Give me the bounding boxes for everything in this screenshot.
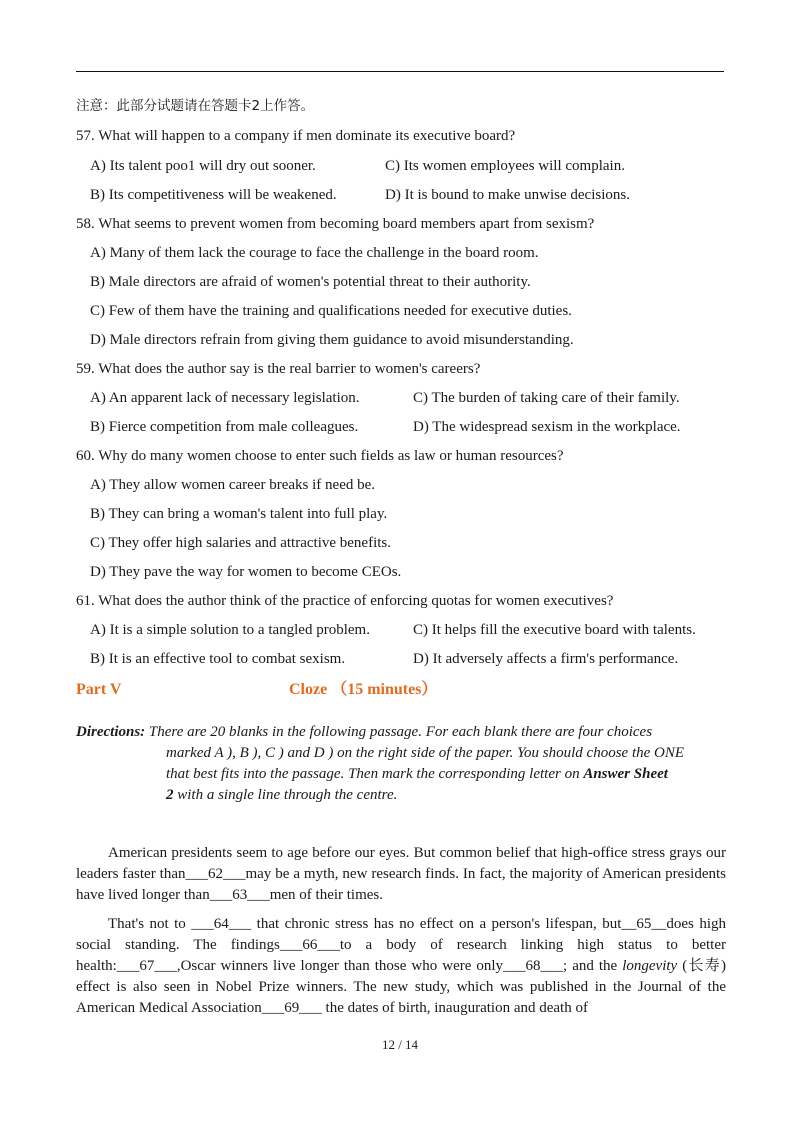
passage-p2-text-b: (长寿) effect is also seen in Nobel Prize winners. The new study, which was published in the Journal of the American Medical Association___69___ the dates of birth, inauguration and death of xyxy=(76,958,726,1016)
answer-sheet-label: Answer Sheet xyxy=(583,766,668,782)
header-rule xyxy=(76,71,724,72)
section-note: 注意：此部分试题请在答题卡2上作答。 xyxy=(76,98,315,114)
question-61-stem: 61. What does the author think of the practice of enforcing quotas for women executives? xyxy=(76,593,614,609)
directions-line-4 xyxy=(76,785,724,806)
question-60-option-a: A) They allow women career breaks if need be. xyxy=(90,477,376,493)
directions-label: Directions: xyxy=(76,724,146,740)
directions-line-1: There are 20 blanks in the following passage. For each blank there are four choices xyxy=(148,724,653,740)
passage-paragraph-1 xyxy=(76,843,726,906)
question-60-stem: 60. Why do many women choose to enter such fields as law or human resources? xyxy=(76,448,564,464)
question-60-option-c: C) They offer high salaries and attractive benefits. xyxy=(90,535,392,551)
question-58-option-a: A) Many of them lack the courage to face the challenge in the board room. xyxy=(90,245,539,261)
passage-p1-text: American presidents seem to age before our eyes. But common belief that high-office stress grays our leaders faster than___62___may be a myth, new research finds. In fact, the majority of American presidents have lived longer than___63___men of their times. xyxy=(76,845,726,903)
passage-p2-container xyxy=(76,914,726,1019)
passage-p2-text-a: That's not to ___64___ that chronic stress has no effect on a person's lifespan, but__65__does high social standing. The findings___66___to a body of research linking high status to better health:___67___,Oscar winners live longer than those who were only___68___; and the xyxy=(76,916,726,974)
question-59-stem: 59. What does the author say is the real barrier to women's careers? xyxy=(76,361,481,377)
question-58-option-b: B) Male directors are afraid of women's potential threat to their authority. xyxy=(90,274,531,290)
directions-line-3-text: that best fits into the passage. Then mark the corresponding letter on xyxy=(166,766,580,782)
question-59-option-c: C) The burden of taking care of their family. xyxy=(413,390,680,406)
directions-line-3 xyxy=(76,764,724,785)
part-title: Cloze （15 minutes） xyxy=(289,681,438,698)
directions-line-2: marked A ), B ), C ) and D ) on the right side of the paper. You should choose the ONE xyxy=(166,745,685,761)
question-61-option-c: C) It helps fill the executive board with talents. xyxy=(413,622,696,638)
question-57-option-b: B) Its competitiveness will be weakened. xyxy=(90,187,337,203)
question-57-option-a: A) Its talent poo1 will dry out sooner. xyxy=(90,158,316,174)
question-60-option-b: B) They can bring a woman's talent into full play. xyxy=(90,506,388,522)
question-58-option-c: C) Few of them have the training and qualifications needed for executive duties. xyxy=(90,303,572,319)
page-number: 12 / 14 xyxy=(381,1037,419,1052)
question-59-option-b: B) Fierce competition from male colleagues. xyxy=(90,419,359,435)
question-57-stem: 57. What will happen to a company if men dominate its executive board? xyxy=(76,128,516,144)
question-59-option-d: D) The widespread sexism in the workplace. xyxy=(413,419,681,435)
question-57-option-c: C) Its women employees will complain. xyxy=(385,158,625,174)
question-61-option-a: A) It is a simple solution to a tangled problem. xyxy=(90,622,370,638)
question-61-option-d: D) It adversely affects a firm's performance. xyxy=(413,651,679,667)
directions-block xyxy=(76,722,724,806)
question-57-option-d: D) It is bound to make unwise decisions. xyxy=(385,187,630,203)
passage-paragraph-2 xyxy=(76,914,726,1019)
question-58-stem: 58. What seems to prevent women from becoming board members apart from sexism? xyxy=(76,216,595,232)
longevity-word: longevity xyxy=(622,958,678,974)
question-58-option-d: D) Male directors refrain from giving them guidance to avoid misunderstanding. xyxy=(90,332,574,348)
answer-sheet-number: 2 xyxy=(166,787,174,803)
question-60-option-d: D) They pave the way for women to become CEOs. xyxy=(90,564,402,580)
question-61-option-b: B) It is an effective tool to combat sexism. xyxy=(90,651,346,667)
directions-line-4-text: with a single line through the centre. xyxy=(177,787,398,803)
question-59-option-a: A) An apparent lack of necessary legislation. xyxy=(90,390,360,406)
part-label: Part V xyxy=(76,681,122,698)
